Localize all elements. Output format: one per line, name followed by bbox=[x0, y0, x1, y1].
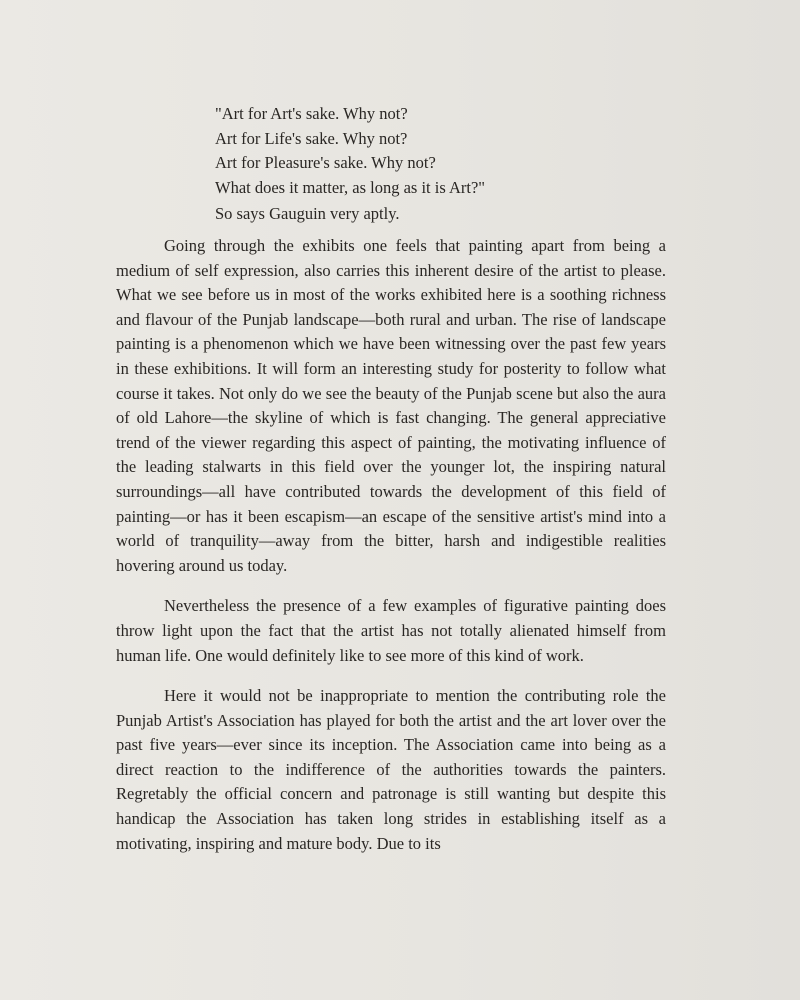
paragraph-landscape: Going through the exhibits one feels that painting apart from being a medium of self expression, also carries this inherent desire of the artist to please. What we see before us in most of the works exhibited here is a soothing richness and flavour of the Punjab landscape—both rural and urban. The rise of landscape painting is a phenomenon which we have been witnessing over the past few years in these exhibitions. It will form an interesting study for posterity to follow what course it takes. Not only do we see the beauty of the Punjab scene but also the aura of old Lahore—the skyline of which is fast changing. The general appreciative trend of the viewer regarding this aspect of painting, the motivating influence of the leading stalwarts in this field over the younger lot, the inspiring natural surroundings—all have contributed towards the development of this field of painting—or has it been escapism—an escape of the sensitive artist's mind into a world of tranquility—away from the bitter, harsh and indigestible realities hovering around us today. bbox=[116, 236, 666, 575]
body-text bbox=[116, 234, 666, 872]
paragraph-figurative: Nevertheless the presence of a few examples of figurative painting does throw light upon the fact that the artist has not totally alienated himself from human life. One would definitely like to see more of this kind of work. bbox=[116, 596, 666, 665]
quote-line: What does it matter, as long as it is Art?" bbox=[215, 177, 486, 197]
quote-attribution: So says Gauguin very aptly. bbox=[215, 204, 400, 223]
gauguin-quote bbox=[215, 102, 685, 200]
quote-line: Art for Life's sake. Why not? bbox=[215, 128, 408, 148]
quote-line: "Art for Art's sake. Why not? bbox=[215, 104, 408, 123]
quote-line: Art for Pleasure's sake. Why not? bbox=[215, 153, 436, 172]
paragraph-association: Here it would not be inappropriate to mention the contributing role the Punjab Artist's Association has played for both the artist and the art lover over the past five years—ever since its inception. The Association came into being as a direct reaction to the indifference of the authorities towards the painters. Regretably the official concern and patronage is still wanting but despite this handicap the Association has taken long strides in establishing itself as a motivating, inspiring and mature body. Due to its bbox=[116, 686, 666, 853]
